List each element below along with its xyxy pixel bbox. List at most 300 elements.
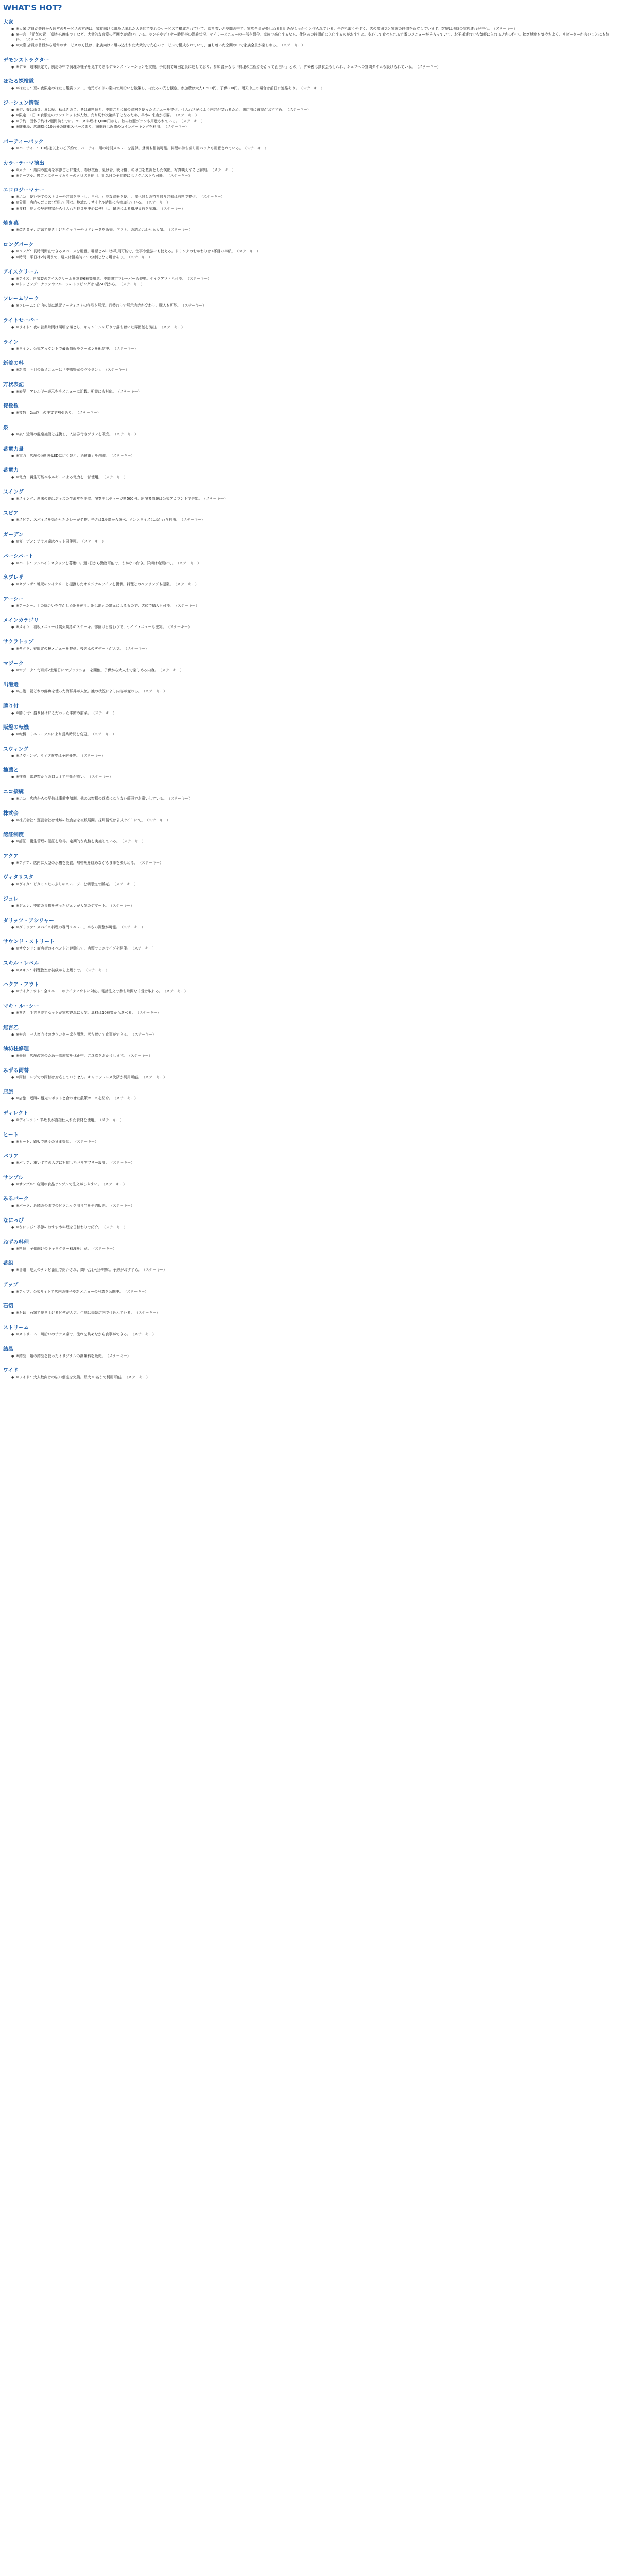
section [3, 530, 615, 545]
item-source[interactable]: （ステーキー） [93, 710, 117, 715]
list-item [11, 968, 615, 973]
section-title[interactable]: デモンストラクター [3, 57, 49, 63]
section-title[interactable]: ハクア・アウト [3, 982, 39, 988]
list-item [11, 882, 615, 887]
item-text: ※サクラ：春限定の桜メニューを提供。桜あんのデザートが人気。 [16, 646, 124, 651]
section [3, 77, 615, 91]
section [3, 1345, 615, 1359]
section [3, 1280, 615, 1295]
list-item [11, 754, 615, 759]
section [3, 466, 615, 480]
item-list [11, 1075, 615, 1080]
section-title[interactable]: サンプル [3, 1175, 24, 1181]
section [3, 98, 615, 130]
item-list [11, 1204, 615, 1209]
item-text: ※出港：朝どれの鮮魚を使った海鮮丼が人気。漁の状況により内容が変わる。 [16, 689, 142, 694]
item-source[interactable]: （ステーキー） [161, 325, 185, 329]
section-title[interactable]: ライトセーバー [3, 318, 39, 324]
section-title[interactable]: 大衆 [3, 20, 13, 25]
item-source[interactable]: （ステーキー） [176, 603, 199, 608]
section [3, 680, 615, 694]
item-text: ※フレーム：店内の壁に地元アーティストの作品を展示。月替わりで展示内容が変わり、購入も可能。 [16, 303, 181, 308]
list-item [11, 561, 615, 566]
item-list [11, 347, 615, 352]
item-source[interactable]: （ステーキー） [168, 796, 193, 801]
item-source[interactable]: （ステーキー） [81, 753, 106, 758]
item-list [11, 968, 615, 973]
section [3, 509, 615, 523]
section [3, 1130, 615, 1145]
item-text: ※サウンド：商店街のイベントと連動して、店頭でミニライブを開催。 [16, 946, 131, 951]
section-title[interactable]: ヒート [3, 1132, 19, 1138]
item-source[interactable]: （ステーキー） [164, 989, 188, 994]
item-list [11, 989, 615, 994]
section [3, 423, 615, 437]
item-source[interactable]: （ステーキー） [126, 1375, 150, 1380]
section-title[interactable]: マジーク [3, 660, 24, 667]
list-item [11, 65, 615, 70]
item-text: ※スウィング：ライブ演奏は予約優先。 [16, 753, 80, 758]
section [3, 916, 615, 930]
item-text: ※ロング：長時間滞在できるスペースを用意。電源とWi-Fiが利用可能で、仕事や勉強にも使える。ドリンクのおかわりは1杯目の半額。 [16, 249, 235, 253]
section [3, 1194, 615, 1209]
item-source[interactable]: （ステーキー） [100, 1117, 124, 1122]
item-list [11, 432, 615, 437]
item-source[interactable]: （ステーキー） [85, 968, 110, 972]
list-item [11, 389, 615, 395]
item-source[interactable]: （ステーキー） [181, 518, 205, 522]
item-source[interactable]: （ステーキー） [281, 43, 305, 47]
item-source[interactable]: （ステーキー） [204, 496, 228, 501]
item-source[interactable]: （ステーキー） [168, 228, 193, 232]
item-source[interactable]: （ステーキー） [75, 1139, 98, 1144]
section-title[interactable]: ストリーム [3, 1325, 29, 1331]
list-item [11, 32, 615, 42]
section [3, 595, 615, 609]
section-title[interactable]: 無言乙 [3, 1025, 19, 1031]
item-list [11, 65, 615, 70]
list-item [11, 1161, 615, 1166]
item-list [11, 1140, 615, 1145]
item-list [11, 303, 615, 309]
item-source[interactable]: （ステーキー） [111, 453, 135, 458]
list-item [11, 282, 615, 287]
section-title[interactable]: ニコ接続 [3, 789, 24, 795]
item-list [11, 904, 615, 909]
item-text: ※ダリッツ：スパイス料理の専門メニュー。辛さの調整が可能。 [16, 925, 120, 929]
item-text: ※カラー：店内の照明を季節ごとに変え、春は桜色、夏は青、秋は橙、冬は白を基調とした演出。写真映えすると評判。 [16, 167, 211, 172]
section [3, 1151, 615, 1166]
list-item [11, 518, 615, 523]
item-source[interactable]: （ステーキー） [161, 206, 185, 211]
item-source[interactable]: （ステーキー） [111, 1161, 135, 1165]
item-text: ※推薦：常連客からの口コミで評価が高い。 [16, 775, 88, 779]
item-source[interactable]: （ステーキー） [103, 1182, 127, 1187]
item-text: ※転機：リニューアルにより営業時間を変更。 [16, 732, 91, 737]
section [3, 702, 615, 716]
item-list [11, 839, 615, 844]
item-list [11, 1290, 615, 1295]
section-title[interactable]: ヴィタリスタ [3, 875, 34, 881]
section-title[interactable]: 万状表記 [3, 382, 24, 388]
section-title[interactable]: カラーテーマ演出 [3, 160, 44, 166]
section [3, 1002, 615, 1016]
section-title[interactable]: エコロジーマナー [3, 188, 44, 194]
item-list [11, 325, 615, 330]
item-list [11, 1268, 615, 1273]
section-title[interactable]: ロングパーク [3, 242, 34, 248]
item-text: ※時間：平日は2時間まで、週末は混雑時に90分制となる場合あり。 [16, 255, 127, 260]
item-text: ※ディレクト：料理長が直接仕入れた食材を使用。 [16, 1117, 98, 1122]
item-source[interactable]: （ステーキー） [212, 167, 236, 172]
page-title: WHAT'S HOT? [3, 3, 62, 12]
section-title[interactable]: 焼き菓 [3, 221, 19, 227]
item-text: ※結晶：塩の結晶を使ったオリジナルの調味料を販売。 [16, 1353, 106, 1358]
section-title[interactable]: サウンド・ストリート [3, 939, 55, 945]
section-title[interactable]: ガーデン [3, 532, 24, 538]
item-text: ※ストリーム：川沿いのテラス席で、流れを眺めながら食事ができる。 [16, 1332, 131, 1336]
section-title[interactable]: 店旅 [3, 1089, 13, 1095]
item-source[interactable]: （ステーキー） [121, 282, 145, 286]
item-text: ※駐車場：店舗横に10台分の駐車スペースあり。満車時は近隣のコインパーキングを利用。 [16, 125, 164, 129]
section-title[interactable]: 石切 [3, 1303, 13, 1310]
item-text: ※アクア：店内に大型の水槽を設置。熱帯魚を眺めながら食事を楽しめる。 [16, 860, 138, 865]
item-text: ※ネブレザ：地元のワイナリーと提携したオリジナルワインを提供。料理とのペアリングも提案。 [16, 582, 174, 587]
item-text: ※巻き：手巻き寿司セットが家族連れに人気。具材は10種類から選べる。 [16, 1011, 135, 1015]
section [3, 573, 615, 587]
list-item [11, 497, 615, 502]
item-text: ※ガーデン：テラス席はペット同伴可。 [16, 539, 80, 544]
section-title[interactable]: アイスクリーム [3, 269, 39, 275]
section-title[interactable]: ジーシュン情報 [3, 100, 39, 106]
item-list [11, 625, 615, 630]
list-item [11, 195, 615, 200]
section-title[interactable]: アップ [3, 1282, 19, 1288]
item-list [11, 389, 615, 395]
item-source[interactable]: （ステーキー） [107, 1353, 131, 1358]
item-list [11, 168, 615, 179]
item-source[interactable]: （ステーキー） [93, 732, 116, 737]
item-source[interactable]: （ステーキー） [114, 882, 138, 887]
section [3, 1366, 615, 1380]
list-item [11, 228, 615, 233]
section-title[interactable]: 出港選 [3, 682, 19, 688]
section-title[interactable]: 勝り付 [3, 703, 19, 709]
item-list [11, 108, 615, 130]
section [3, 1238, 615, 1252]
item-list [11, 711, 615, 716]
section-title[interactable]: 番電力量 [3, 446, 24, 452]
list-item [11, 582, 615, 587]
list-item [11, 368, 615, 373]
section-title[interactable]: パーティーパック [3, 139, 44, 145]
list-item [11, 86, 615, 91]
list-item [11, 1247, 615, 1252]
item-list [11, 796, 615, 802]
item-text: ※番組：地元のテレビ番組で紹介され、問い合わせが増加。予約がおすすめ。 [16, 1268, 142, 1273]
section-title[interactable]: フレームワーク [3, 296, 39, 302]
section-title[interactable]: 株式会 [3, 810, 19, 817]
section-title[interactable]: 油坊柱修理 [3, 1046, 29, 1053]
section-title[interactable]: ジュレ [3, 896, 19, 903]
item-source[interactable]: （ステーキー） [143, 1268, 167, 1273]
item-source[interactable]: （ステーキー） [122, 925, 145, 929]
list-item [11, 119, 615, 124]
item-source[interactable]: （ステーキー） [287, 107, 311, 112]
section [3, 937, 615, 952]
list-item [11, 1140, 615, 1145]
list-item [11, 475, 615, 480]
item-list [11, 668, 615, 673]
section [3, 1259, 615, 1273]
section [3, 137, 615, 151]
item-source[interactable]: （ステーキー） [77, 411, 101, 415]
section [3, 267, 615, 287]
list-item [11, 146, 615, 151]
item-source[interactable]: （ステーキー） [494, 27, 518, 31]
list-item [11, 775, 615, 780]
section-title[interactable]: ワイド [3, 1368, 19, 1374]
section [3, 1066, 615, 1080]
section-title[interactable]: みずる両替 [3, 1067, 29, 1074]
section-title[interactable]: スピア [3, 511, 19, 517]
item-text: ※アップ：公式サイトで店内の様子や新メニューの写真を公開中。 [16, 1289, 123, 1294]
item-source[interactable]: （ステーキー） [181, 119, 205, 124]
section-title[interactable]: アーシー [3, 596, 24, 602]
item-list [11, 604, 615, 609]
item-source[interactable]: （ステーキー） [118, 389, 142, 394]
item-source[interactable]: （ステーキー） [137, 1011, 161, 1015]
item-source[interactable]: （ステーキー） [245, 146, 268, 150]
item-text: ※バリア：車いすでの入店に対応したバリアフリー設計。 [16, 1161, 109, 1165]
section-title[interactable]: ディレクト [3, 1110, 28, 1116]
item-source[interactable]: （ステーキー） [201, 195, 225, 199]
item-text: ※限定：1日10食限定のランチセットが人気。売り切れ次第終了となるため、早めの来店が必要。 [16, 113, 174, 117]
list-item [11, 1054, 615, 1059]
section-title[interactable]: 新着の料 [3, 361, 24, 367]
item-source[interactable]: （ステーキー） [147, 818, 170, 822]
list-item [11, 1011, 615, 1016]
list-item [11, 27, 615, 32]
item-source[interactable]: （ステーキー） [417, 64, 441, 69]
item-source[interactable]: （ステーキー） [136, 1311, 160, 1315]
item-text: ※マジーク：毎月第2土曜日にマジックショーを開催。子供から大人まで楽しめる内容。 [16, 668, 159, 672]
item-source[interactable]: （ステーキー） [182, 303, 207, 308]
item-list [11, 1375, 615, 1380]
item-source[interactable]: （ステーキー） [132, 1032, 156, 1037]
item-source[interactable]: （ステーキー） [140, 860, 164, 865]
section-title[interactable]: メインカテゴリ [3, 618, 39, 624]
section [3, 1109, 615, 1123]
section-title[interactable]: なにっぴ [3, 1217, 24, 1224]
section-title[interactable]: 結晶 [3, 1346, 13, 1352]
list-item [11, 904, 615, 909]
section-title[interactable]: 泉 [3, 425, 8, 431]
item-list [11, 1354, 615, 1359]
item-text: ※石切：石窯で焼き上げるピザが人気。生地は毎朝店内で仕込んでいる。 [16, 1311, 134, 1315]
list-item [11, 647, 615, 652]
item-list [11, 1118, 615, 1123]
sections-container [3, 18, 615, 1380]
item-text: ※表記：アレルギー表示を全メニューに記載。相談にも対応。 [16, 389, 116, 394]
item-source[interactable]: （ステーキー） [143, 689, 167, 694]
item-text: ※無言：一人客向けのカウンター席を用意。落ち着いて食事ができる。 [16, 1032, 131, 1037]
item-text: ※ジュレ：季節の果物を使ったジュレが人気のデザート。 [16, 904, 109, 908]
item-list [11, 277, 615, 287]
item-source[interactable]: （ステーキー） [25, 37, 49, 42]
item-text: ※ほたる：夏の夜限定のほたる鑑賞ツアー。地元ガイドの案内で川沿いを散策し、ほたるの光を観察。参加費は大人1,500円、子供800円。雨天中止の場合は前日に連絡あり。 [16, 86, 299, 91]
section-title[interactable]: スウィング [3, 746, 29, 752]
section-title[interactable]: 番電力 [3, 468, 19, 474]
item-list [11, 1182, 615, 1188]
section [3, 637, 615, 652]
section-title[interactable]: 複数数 [3, 403, 19, 410]
section [3, 552, 615, 566]
item-list [11, 249, 615, 260]
section-title[interactable]: 推薦と [3, 768, 19, 774]
list-item [11, 255, 615, 260]
item-source[interactable]: （ステーキー） [89, 775, 113, 779]
list-item [11, 539, 615, 545]
section-title[interactable]: マキ・ルーシー [3, 1004, 39, 1009]
list-item [11, 1311, 615, 1316]
list-item [11, 174, 615, 179]
list-item [11, 732, 615, 737]
item-source[interactable]: （ステーキー） [114, 346, 138, 351]
item-text: ※エコ：使い捨てのストローや容器を廃止し、再利用可能な食器を使用。食べ残しの持ち帰り容器は有料で提供。 [16, 195, 199, 199]
section-title[interactable]: ライン [3, 339, 19, 345]
list-item [11, 689, 615, 694]
section [3, 852, 615, 866]
list-item [11, 113, 615, 118]
item-source[interactable]: （ステーキー） [175, 582, 199, 587]
section-title[interactable]: スキル・レベル [3, 960, 39, 967]
list-item [11, 454, 615, 459]
item-text: ※ヴィタ：ビタミンたっぷりのスムージーを朝限定で販売。 [16, 882, 112, 887]
section-title[interactable]: ダリッツ・アシリャー [3, 918, 54, 924]
section [3, 1173, 615, 1188]
item-source[interactable]: （ステーキー） [122, 839, 146, 844]
item-source[interactable]: （ステーキー） [110, 904, 134, 908]
item-source[interactable]: （ステーキー） [175, 113, 199, 117]
section-title[interactable]: ほたる探検隊 [3, 79, 34, 85]
item-list [11, 689, 615, 694]
list-item [11, 946, 615, 952]
item-source[interactable]: （ステーキー） [106, 368, 129, 372]
item-source[interactable]: （ステーキー） [237, 249, 261, 253]
item-source[interactable]: （ステーキー） [125, 646, 149, 651]
item-list [11, 754, 615, 759]
item-source[interactable]: （ステーキー） [132, 1332, 156, 1336]
item-list [11, 732, 615, 737]
item-text: ※アイス：自家製のアイスクリームを常時6種類用意。季節限定フレーバーも登場。テイクアウトも可能。 [16, 276, 186, 281]
item-source[interactable]: （ステーキー） [301, 86, 324, 91]
list-item [11, 108, 615, 113]
list-item [11, 207, 615, 212]
item-source[interactable]: （ステーキー） [93, 1246, 117, 1251]
item-list [11, 411, 615, 416]
item-text: ※ライト：夜の営業時間は照明を落とし、キャンドルの灯りで落ち着いた雰囲気を演出。 [16, 325, 160, 329]
item-list [11, 1332, 615, 1337]
section-title[interactable]: スイング [3, 489, 24, 495]
section [3, 487, 615, 502]
section-title[interactable]: バリア [3, 1154, 19, 1160]
item-source[interactable]: （ステーキー） [168, 625, 192, 630]
list-item [11, 200, 615, 206]
item-list [11, 1011, 615, 1016]
section-title[interactable]: 販燈の転機 [3, 725, 29, 731]
section-title[interactable]: ねずみ料理 [3, 1239, 29, 1245]
item-source[interactable]: （ステーキー） [111, 1204, 134, 1208]
item-source[interactable]: （ステーキー） [177, 561, 201, 565]
item-source[interactable]: （ステーキー） [146, 200, 170, 205]
item-text: ※デモ：週末限定で、厨房の中で調理の様子を見学できるデモンストレーションを実施。予約制で毎回定員に達しており、参加者からは「料理の工程が分かって面白い」との声。デモ後は試食会も行われ、シェフへの質問タイムも設けられている。 [16, 64, 416, 69]
list-item [11, 1118, 615, 1123]
section-title[interactable]: 認証制度 [3, 832, 24, 838]
section [3, 218, 615, 233]
item-source[interactable]: （ステーキー） [114, 1096, 138, 1101]
section-title[interactable]: 番組 [3, 1261, 13, 1267]
item-text: ※食材：地元の契約農家から仕入れた野菜を中心に使用し、輸送による環境負荷を削減。 [16, 206, 160, 211]
item-text: ※サンプル：店頭の食品サンプルで注文がしやすい。 [16, 1182, 101, 1187]
item-text: ※なにっぴ：季節のおすすめ料理を日替わりで紹介。 [16, 1225, 102, 1229]
section [3, 959, 615, 973]
section-title[interactable]: アクア [3, 853, 19, 859]
item-source[interactable]: （ステーキー） [160, 668, 184, 672]
item-source[interactable]: （ステーキー） [165, 125, 189, 129]
item-source[interactable]: （ステーキー） [132, 946, 156, 951]
item-text: ※パート：アルバイトスタッフを募集中。週2日から勤務可能で、まかない付き。詳細は店頭にて。 [16, 561, 176, 565]
item-source[interactable]: （ステーキー） [104, 475, 128, 480]
section [3, 1044, 615, 1059]
section [3, 723, 615, 737]
item-source[interactable]: （ステーキー） [104, 1225, 128, 1229]
item-text: ※料理：子供向けのキャラクター料理を用意。 [16, 1246, 91, 1251]
item-source[interactable]: （ステーキー） [129, 255, 152, 260]
item-source[interactable]: （ステーキー） [168, 173, 192, 178]
list-item [11, 1332, 615, 1337]
item-source[interactable]: （ステーキー） [129, 1054, 152, 1058]
section [3, 380, 615, 395]
item-text: ※予約：団体予約は2週間前までに。コース料理は3,000円から。飲み放題プランも用意されている。 [16, 119, 180, 124]
item-source[interactable]: （ステーキー） [187, 276, 212, 281]
item-text: ※泉：近隣の温泉施設と提携し、入浴券付きプランを販売。 [16, 432, 113, 436]
list-item [11, 861, 615, 866]
item-list [11, 475, 615, 480]
section [3, 401, 615, 416]
item-source[interactable]: （ステーキー） [143, 1075, 167, 1079]
item-source[interactable]: （ステーキー） [114, 432, 139, 436]
section [3, 56, 615, 70]
item-source[interactable]: （ステーキー） [125, 1289, 149, 1294]
item-text: ※スキル：料理教室は初級から上級まで。 [16, 968, 84, 972]
section-title[interactable]: パーシパート [3, 553, 34, 560]
list-item [11, 1032, 615, 1038]
list-item [11, 925, 615, 930]
section [3, 809, 615, 823]
section-title[interactable]: みるパーク [3, 1196, 29, 1202]
section [3, 359, 615, 373]
list-item [11, 1075, 615, 1080]
list-item [11, 347, 615, 352]
item-list [11, 946, 615, 952]
section [3, 1301, 615, 1316]
item-list [11, 228, 615, 233]
section-title[interactable]: ネブレザ [3, 575, 24, 581]
section-title[interactable]: サクラトップ [3, 639, 34, 645]
list-item [11, 1096, 615, 1101]
item-source[interactable]: （ステーキー） [82, 539, 106, 544]
